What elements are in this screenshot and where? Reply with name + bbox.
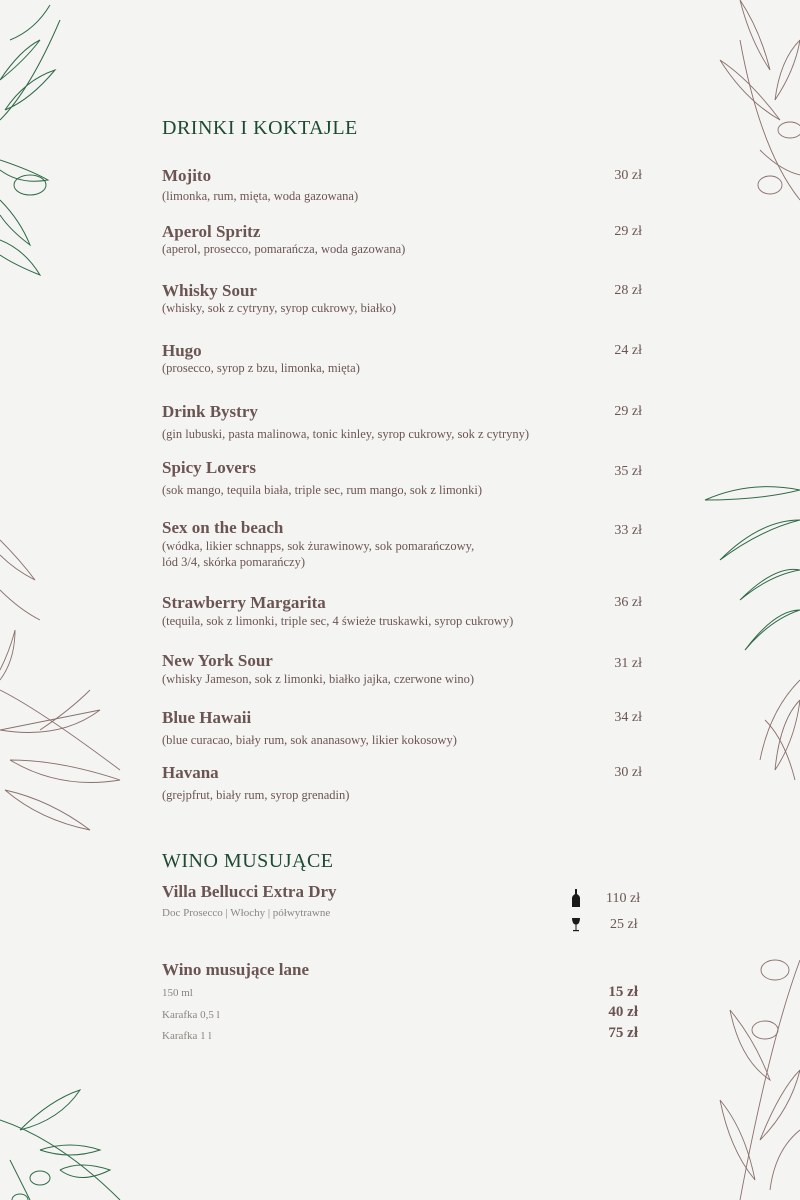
botanical-decoration-bottom-right: [700, 950, 800, 1200]
lane-option-label: Karafka 0,5 l: [162, 1009, 220, 1021]
item-description: (sok mango, tequila biała, triple sec, rum mango, sok z limonki): [162, 483, 483, 497]
wine-glass-icon: [571, 918, 581, 932]
item-description: (tequila, sok z limonki, triple sec, 4 świeże truskawki, syrop cukrowy): [162, 614, 514, 628]
item-description: (prosecco, syrop z bzu, limonka, mięta): [162, 361, 360, 375]
item-price: 29 zł: [614, 404, 642, 419]
menu-item-hugo: [162, 341, 642, 381]
item-price: 33 zł: [614, 523, 642, 538]
item-price: 34 zł: [614, 710, 642, 725]
menu-item-aperol-spritz: [162, 222, 642, 262]
lane-option-price: 75 zł: [608, 1025, 638, 1041]
item-name: Havana: [162, 763, 219, 782]
item-description: (aperol, prosecco, pomarańcza, woda gazowana): [162, 242, 406, 256]
botanical-decoration-bottom-left: [0, 1060, 130, 1200]
item-description: (wódka, likier schnapps, sok żurawinowy, sok pomarańczowy,: [162, 539, 475, 553]
lane-option-label: Karafka 1 l: [162, 1030, 212, 1042]
item-price: 29 zł: [614, 224, 642, 239]
item-description: Doc Prosecco | Włochy | półwytrawne: [162, 907, 331, 919]
botanical-decoration-top-left: [0, 0, 80, 290]
menu-item-spicy-lovers: [162, 458, 642, 500]
item-description: (gin lubuski, pasta malinowa, tonic kinley, syrop cukrowy, sok z cytryny): [162, 427, 530, 441]
bottle-price: 110 zł: [606, 891, 641, 906]
item-name: Spicy Lovers: [162, 458, 256, 477]
lane-option-price: 15 zł: [608, 984, 638, 1000]
menu-item-new-york-sour: [162, 651, 642, 691]
lane-option-label: 150 ml: [162, 987, 193, 999]
item-price: 30 zł: [614, 765, 642, 780]
botanical-decoration-mid-left: [0, 530, 130, 870]
item-name: Hugo: [162, 341, 202, 360]
menu-item-drink-bystry: [162, 402, 642, 444]
item-description: (blue curacao, biały rum, sok ananasowy, likier kokosowy): [162, 733, 457, 747]
menu-item-mojito: [162, 166, 642, 206]
menu-item-blue-hawaii: [162, 708, 642, 750]
item-name: Strawberry Margarita: [162, 593, 326, 612]
item-description: (grejpfrut, biały rum, syrop grenadin): [162, 788, 350, 802]
item-name: Whisky Sour: [162, 281, 257, 300]
item-price: 35 zł: [614, 464, 642, 479]
item-price: 30 zł: [614, 168, 642, 183]
item-price: 28 zł: [614, 283, 642, 298]
item-name: Drink Bystry: [162, 402, 258, 421]
item-name: New York Sour: [162, 651, 273, 670]
item-description: (whisky Jameson, sok z limonki, białko jajka, czerwone wino): [162, 672, 475, 686]
botanical-decoration-top-right: [700, 0, 800, 210]
section-title-sparkling-wine: WINO MUSUJĄCE: [162, 850, 334, 872]
item-description: (limonka, rum, mięta, woda gazowana): [162, 189, 359, 203]
wine-item-villa-bellucci: [162, 882, 642, 942]
wine-bottle-icon: [571, 889, 581, 907]
lane-option-price: 40 zł: [608, 1004, 638, 1020]
item-name: Aperol Spritz: [162, 222, 261, 241]
item-name: Sex on the beach: [162, 518, 284, 537]
botanical-decoration-mid-right: [700, 460, 800, 790]
menu-item-whisky-sour: [162, 281, 642, 321]
item-price: 36 zł: [614, 595, 642, 610]
item-name: Wino musujące lane: [162, 960, 310, 979]
item-price: 31 zł: [614, 656, 642, 671]
item-description: (whisky, sok z cytryny, syrop cukrowy, białko): [162, 301, 396, 315]
item-name: Blue Hawaii: [162, 708, 252, 727]
menu-item-havana: [162, 763, 642, 805]
menu-item-sex-on-the-beach: [162, 518, 642, 574]
item-name: Villa Bellucci Extra Dry: [162, 882, 337, 901]
item-name: Mojito: [162, 166, 212, 185]
section-title-drinks: DRINKI I KOKTAJLE: [162, 117, 358, 139]
glass-price: 25 zł: [610, 917, 638, 932]
menu-item-strawberry-margarita: [162, 593, 642, 633]
item-description-line-2: lód 3/4, skórka pomarańczy): [162, 555, 306, 569]
item-price: 24 zł: [614, 343, 642, 358]
wine-item-lane: [162, 960, 642, 984]
